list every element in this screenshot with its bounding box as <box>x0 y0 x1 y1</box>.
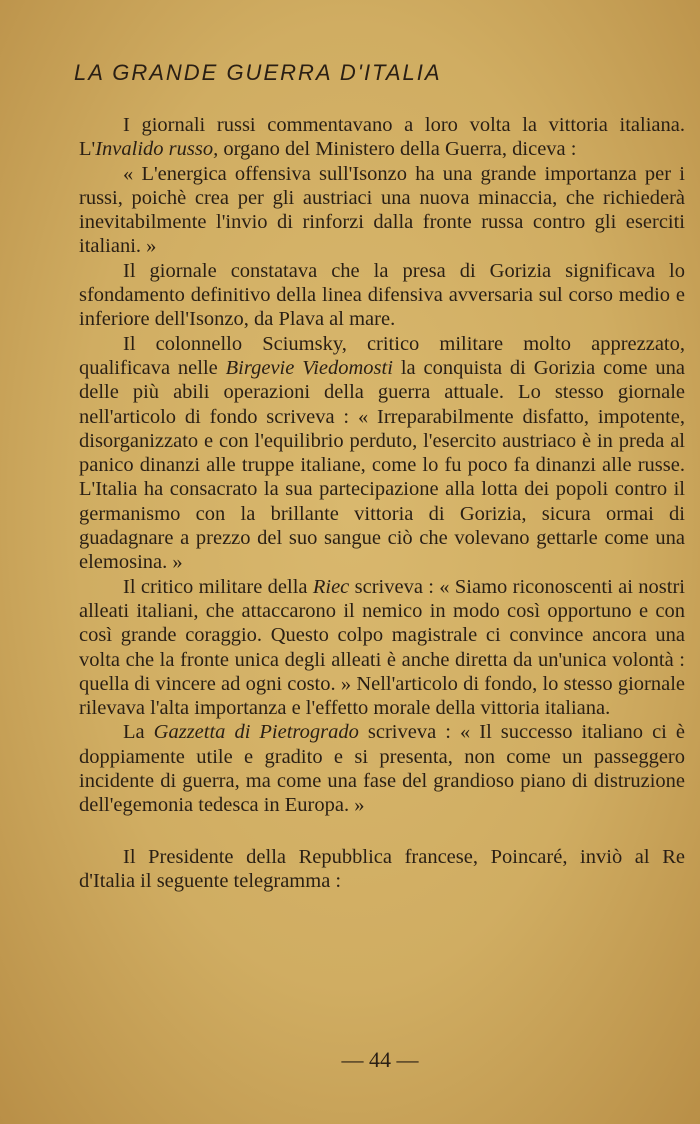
text-span: I giornali russi commentavano a loro volta la vittoria italiana. L' <box>79 114 685 161</box>
page-number: — 44 — <box>341 1047 419 1072</box>
text-span: scriveva : « Siamo riconoscenti ai nostri alleati italiani, che attaccarono il nemico in modo così opportuno e con così grande coraggio. Questo colpo magistrale ci convince ancora una volta che la fronte unica degli alleati è anche diretta da un'unica volontà : quella di vincere ad ogni costo. » Nell'articolo di fondo, lo stesso giornale rilevava l'alta importanza e l'effetto morale della vittoria italiana. <box>79 575 685 720</box>
paragraph <box>79 162 685 259</box>
text-span: Il Presidente della Repubblica francese, Poincaré, inviò al Re d'Italia il seguente telegramma : <box>79 845 685 892</box>
paragraph-spacer <box>79 818 685 845</box>
running-header: LA GRANDE GUERRA D'ITALIA <box>74 60 442 85</box>
paragraph <box>79 845 685 894</box>
paragraph <box>79 259 685 332</box>
body-text <box>79 113 685 893</box>
paragraph <box>79 720 685 817</box>
text-span: « L'energica offensiva sull'Isonzo ha una grande importanza per i russi, poichè crea per gli austriaci una nuova minaccia, che richiederà inevitabilmente l'invio di rinforzi dalla fronte russa contro gli eserciti italiani. » <box>79 162 685 258</box>
italic-title: Invalido russo, <box>95 138 219 161</box>
text-span: La <box>123 721 154 744</box>
paragraph <box>79 113 685 162</box>
text-span: organo del Ministero della Guerra, diceva : <box>218 138 577 161</box>
text-span: la conquista di Gorizia come una delle più abili operazioni della guerra attuale. Lo stesso giornale nell'articolo di fondo scriveva : « Irreparabilmente disfatto, impotente, disorganizzato e con l'equilibrio perduto, l'esercito austriaco è in preda al panico dinanzi alle truppe italiane, come lo fu poco fa dinanzi alle russe. L'Italia ha consacrato la sua partecipazione alla lotta dei popoli contro il germanismo con la brillante vittoria di Gorizia, sicura ormai di guadagnare a prezzo del suo sangue ciò che volevano gettarle come una elemosina. » <box>79 356 685 574</box>
italic-title: Riec <box>312 575 350 598</box>
italic-title: Birgevie Viedomosti <box>225 356 393 379</box>
italic-title: Gazzetta di Pietrogrado <box>153 721 359 744</box>
text-span: Il giornale constatava che la presa di Gorizia significava lo sfondamento definitivo della linea difensiva avversaria sul corso medio e inferiore dell'Isonzo, da Plava al mare. <box>79 259 685 331</box>
text-span: Il colonnello Sciumsky, critico militare molto apprezzato, qualificava nelle <box>79 332 685 379</box>
paragraph <box>79 575 685 721</box>
text-span: Il critico militare della <box>123 575 313 598</box>
text-span: scriveva : « Il successo italiano ci è doppiamente utile e gradito e si presenta, non come un passeggero incidente di guerra, ma come una fase del grandioso piano di distruzione dell'egemonia tedesca in Europa. » <box>79 721 685 817</box>
paragraph <box>79 332 685 575</box>
